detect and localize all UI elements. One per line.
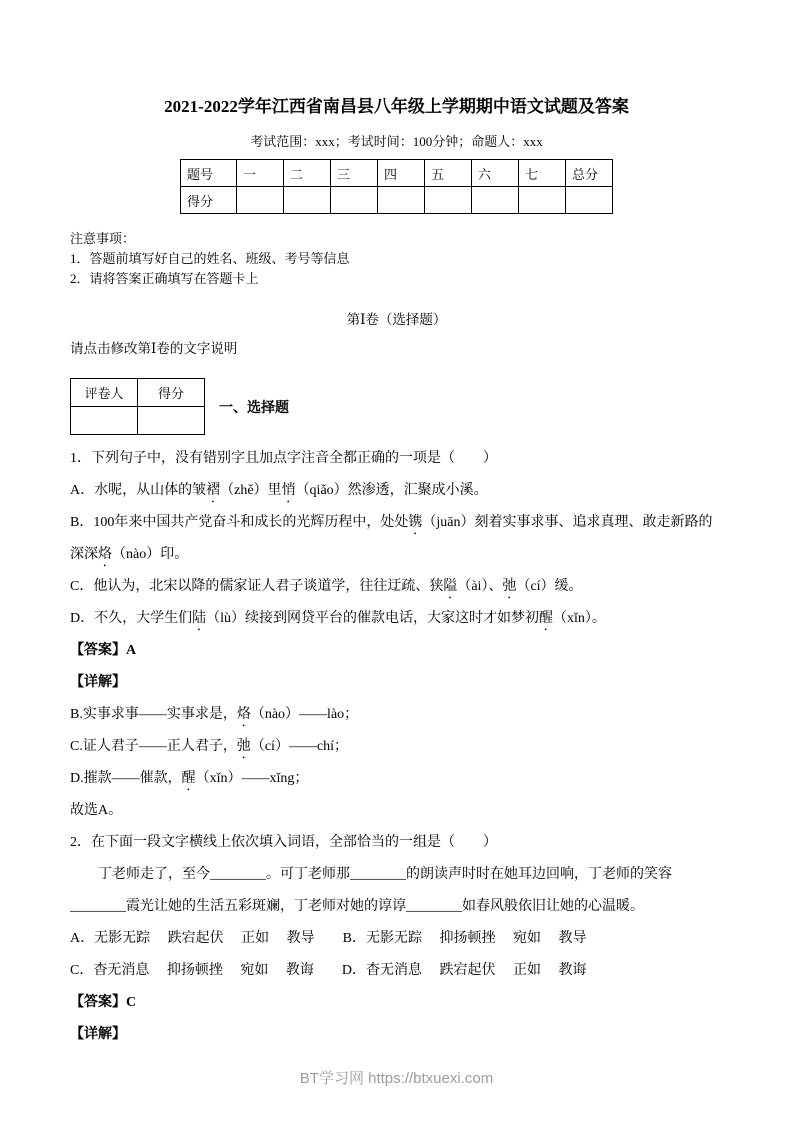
dotted-char: 弛 — [236, 739, 251, 754]
body-line: A．无影无踪 跌宕起伏 正如 教导 B．无影无踪 抑扬顿挫 宛如 教导 — [70, 931, 587, 946]
body-line: 2．在下面一段文字横线上依次填入词语，全部恰当的一组是（ ） — [70, 835, 497, 850]
body-line: 1．下列句子中，没有错别字且加点字注音全都正确的一项是（ ） — [70, 451, 497, 466]
dotted-char: 烙 — [236, 707, 251, 722]
body-line: 深深烙（nào）印。 — [70, 547, 189, 562]
body-line: B．100年来中国共产党奋斗和成长的光辉历程中，处处镌（juān）刻着实事求事、追求真理、敢走新路的 — [70, 515, 713, 530]
document-body — [70, 443, 723, 1051]
dotted-char: 隘 — [443, 579, 458, 594]
part-title: 一、选择题 — [219, 400, 289, 416]
score-table-header-cell: 总分 — [566, 160, 613, 187]
score-table-header-cell: 一 — [237, 160, 284, 187]
body-line: C.证人君子——正人君子，弛（cí）——chí； — [70, 739, 349, 754]
body-line: A．水呢，从山体的皱褶（zhě）里悄（qiǎo）然渗透，汇聚成小溪。 — [70, 483, 488, 498]
footer-site-link[interactable]: BT学习网 https://btxuexi.com — [299, 1070, 494, 1087]
body-line: C．杳无消息 抑扬顿挫 宛如 教诲 D．杳无消息 跌宕起伏 正如 教诲 — [70, 963, 587, 978]
body-line: 故选A。 — [70, 803, 123, 818]
notice-item: 1．答题前填写好自己的姓名、班级、考号等信息 — [70, 251, 350, 266]
body-line: 丁老师走了，至今________。可丁老师那________的朗读声时时在她耳边回响，丁老师的笑容 — [98, 867, 672, 882]
dotted-char: 弛 — [502, 579, 517, 594]
body-line: 【详解】 — [70, 675, 126, 690]
score-label-cell: 得分 — [138, 379, 205, 407]
page-title: 2021-2022学年江西省南昌县八年级上学期期中语文试题及答案 — [164, 97, 629, 116]
score-empty-cell — [519, 187, 566, 214]
body-line: D．不久，大学生们陆（lù）续接到网贷平台的催款电话，大家这时才如梦初醒（xǐn）。 — [70, 611, 606, 626]
dotted-char: 烙 — [98, 547, 112, 562]
notice-section — [70, 229, 723, 289]
body-line: 【答案】A — [70, 643, 137, 658]
score-row-label-cell: 得分 — [181, 187, 237, 214]
score-table-header-cell: 四 — [378, 160, 425, 187]
body-line: B.实事求事——实事求是，烙（nào）——lào； — [70, 707, 359, 722]
notice-heading: 注意事项： — [70, 231, 136, 246]
score-empty-cell — [237, 187, 284, 214]
exam-meta-line: 考试范围：xxx；考试时间：100分钟；命题人：xxx — [250, 134, 543, 149]
notice-item: 2．请将答案正确填写在答题卡上 — [70, 271, 259, 286]
grader-row — [70, 378, 723, 435]
dotted-char: 褶 — [206, 483, 221, 498]
score-table-score-row — [181, 187, 613, 214]
score-table-header-cell: 五 — [425, 160, 472, 187]
body-line: D.摧款——催款，醒（xǐn）——xǐng； — [70, 771, 309, 786]
dotted-char: 镌 — [408, 515, 423, 530]
section1-edit-hint[interactable]: 请点击修改第Ⅰ卷的文字说明 — [70, 341, 238, 356]
score-table-header-cell: 题号 — [181, 160, 237, 187]
body-line: 【答案】C — [70, 995, 137, 1010]
score-empty-cell — [472, 187, 519, 214]
score-empty-cell — [138, 407, 205, 435]
score-table-header-cell: 六 — [472, 160, 519, 187]
grader-score-table — [70, 378, 205, 435]
score-empty-cell — [378, 187, 425, 214]
dotted-char: 陆 — [192, 611, 207, 626]
score-summary-table — [180, 159, 613, 214]
score-empty-cell — [284, 187, 331, 214]
score-table-header-cell: 二 — [284, 160, 331, 187]
dotted-char: 悄 — [281, 483, 296, 498]
grader-label-cell: 评卷人 — [71, 379, 138, 407]
score-empty-cell — [331, 187, 378, 214]
score-table-header-cell: 三 — [331, 160, 378, 187]
score-table-header-row — [181, 160, 613, 187]
dotted-char: 醒 — [181, 771, 196, 786]
dotted-char: 醒 — [539, 611, 554, 626]
grader-empty-cell — [71, 407, 138, 435]
body-line: ________霞光让她的生活五彩斑斓，丁老师对她的谆谆________如春风般依旧让她的心温暖。 — [70, 899, 644, 914]
score-empty-cell — [425, 187, 472, 214]
body-line: 【详解】 — [70, 1027, 126, 1042]
body-line: C．他认为，北宋以降的儒家证人君子谈道学，往往迂疏、狭隘（ài）、弛（cí）缓。 — [70, 579, 583, 594]
score-empty-cell — [566, 187, 613, 214]
score-table-header-cell: 七 — [519, 160, 566, 187]
section1-title: 第Ⅰ卷（选择题） — [346, 312, 447, 327]
footer — [0, 1067, 793, 1088]
